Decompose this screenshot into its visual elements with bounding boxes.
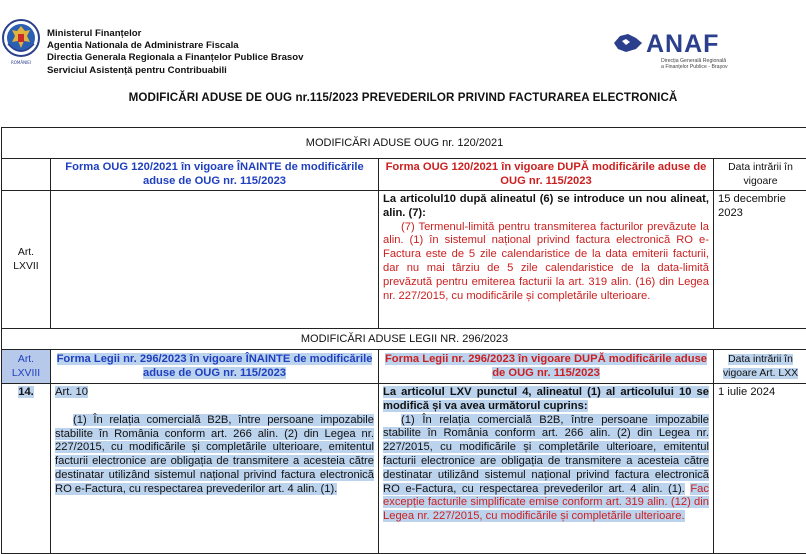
institution-line-3: Directia Generala Regionala a Finanțelor Publice Brasov <box>47 52 303 64</box>
section2-before-title: Art. 10 <box>55 386 374 400</box>
institution-line-1: Ministerul Finanțelor <box>47 28 303 40</box>
anaf-logo-icon <box>612 28 752 58</box>
section2-after-text: (1) În relația comercială B2B, între persoane impozabile stabilite în România conform art. 266 alin. (2) din Legea nr. 227/2015, cu modificările și completările ulterioare, emitentul facturii electronice are obligația de transmitere a acesteia către destinatar utilizând sistemul național privind factura electronică RO e-Factura, cu respectarea prevederilor art. 4 alin. (1). Fac excepție facturile simplificate emise conform art. 319 alin. (12) din Legea nr. 227/2015, cu modificările și completările ulterioare. <box>383 414 709 524</box>
section1-col-after: Forma OUG 120/2021 în vigoare DUPĂ modificările aduse de OUG nr. 115/2023 <box>379 159 714 191</box>
section2-col-date: Data intrării în vigoare Art. LXX <box>714 350 806 384</box>
institution-block <box>47 28 303 77</box>
section2-before-cell <box>51 384 379 554</box>
anaf-subtitle-line-2: a Finanțelor Publice - Brașov <box>661 64 728 70</box>
section2-after-red: Fac excepție facturile simplificate emise conform art. 319 alin. (12) din Legea nr. 227/2015, cu modificările și completările ulterioare. <box>383 483 709 523</box>
section2-date: 1 iulie 2024 <box>714 384 806 554</box>
svg-text:ROMÂNIEI: ROMÂNIEI <box>11 60 31 65</box>
institution-line-2: Agentia Nationala de Administrare Fiscala <box>47 40 303 52</box>
section2-heading: MODIFICĂRI ADUSE LEGII NR. 296/2023 <box>2 329 806 350</box>
document-header <box>0 0 806 90</box>
section2-after-intro: La articolul LXV punctul 4, alineatul (1) al articolului 10 se modifică și va avea următorul cuprins: <box>383 386 709 414</box>
romania-government-crest-icon <box>2 14 40 66</box>
modifications-table <box>1 127 806 554</box>
document-title: MODIFICĂRI ADUSE DE OUG nr.115/2023 PREVEDERILOR PRIVIND FACTURAREA ELECTRONICĂ <box>0 91 806 104</box>
section1-col-date: Data intrării în vigoare <box>714 159 806 191</box>
section1-date: 15 decembrie 2023 <box>714 191 806 329</box>
section2-after-cell <box>379 384 714 554</box>
section2-row-number: 14. <box>2 384 51 554</box>
section2-before-text: (1) În relația comercială B2B, între persoane impozabile stabilite în România conform art. 266 alin. (2) din Legea nr. 227/2015, cu modificările și completările ulterioare, emitentul facturii electronice are obligația de transmitere a acesteia către destinatar utilizând sistemul național privind factura electronică RO e-Factura, cu respectarea prevederilor art. 4 alin. (1). <box>55 414 374 497</box>
section1-col-before: Forma OUG 120/2021 în vigoare ÎNAINTE de modificările aduse de OUG nr. 115/2023 <box>51 159 379 191</box>
section1-heading: MODIFICĂRI ADUSE OUG nr. 120/2021 <box>2 128 806 159</box>
institution-line-4: Serviciul Asistență pentru Contribuabili <box>47 65 303 77</box>
section2-col-before: Forma Legii nr. 296/2023 în vigoare ÎNAINTE de modificările aduse de OUG nr. 115/2023 <box>51 350 379 384</box>
section1-empty-cell <box>2 159 51 191</box>
section2-col-after: Forma Legii nr. 296/2023 în vigoare DUPĂ modificările aduse de OUG nr. 115/2023 <box>379 350 714 384</box>
section1-before-cell <box>51 191 379 329</box>
anaf-subtitle-line-1: Direcția Generală Regională <box>661 58 728 64</box>
section1-after-text: (7) Termenul-limită pentru transmiterea facturilor prevăzute la alin. (1) în sistemul național privind factura electronică RO e-Factura este de 5 zile calendaristice de la data emiterii facturii, dar nu mai târziu de 5 zile calendaristice de la data-limită prevăzută pentru emiterea facturii la art. 319 alin. (16) din Legea nr. 227/2015, cu modificările și completările ulterioare. <box>383 221 709 304</box>
section1-art-label: Art. LXVII <box>2 191 51 329</box>
anaf-subtitle <box>661 58 728 70</box>
section2-art-header: Art. LXVIII <box>2 350 51 384</box>
section1-after-intro: La articolul10 după alineatul (6) se introduce un nou alineat, alin. (7): <box>383 193 709 221</box>
svg-text:ANAF: ANAF <box>646 30 719 58</box>
section1-after-cell <box>379 191 714 329</box>
